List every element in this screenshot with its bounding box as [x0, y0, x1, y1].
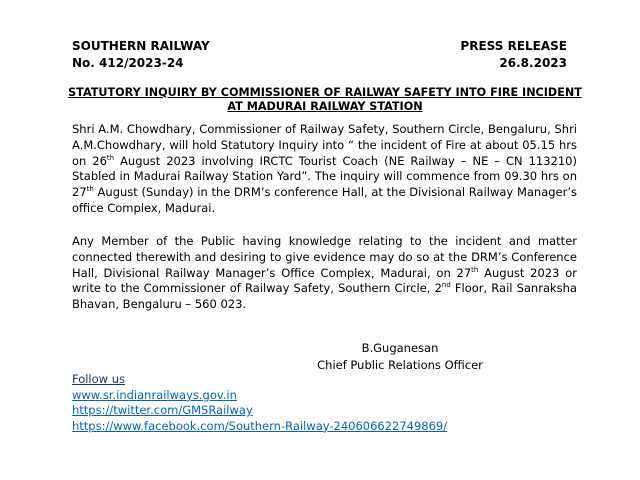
- para2-text-2: August 2023 or write to the Commissioner of Railway Safety, Southern Circle, 2: [72, 265, 577, 296]
- document-type: PRESS RELEASE: [460, 39, 567, 53]
- ordinal-suffix: nd: [441, 281, 451, 290]
- para2-text-1: Any Member of the Public having knowledge relating to the incident and matter connected therewith and desiring to give evidence may do so at the DRM’s Conference Hall, Divisional Railway Manager’s Office Complex, Madurai, on 27: [72, 234, 577, 280]
- headline: [60, 86, 590, 114]
- release-date: 26.8.2023: [499, 56, 567, 70]
- ordinal-suffix: th: [106, 153, 115, 162]
- para2-text-3: Floor, Rail Sanraksha Bhavan, Bengaluru – 560 023.: [72, 281, 577, 312]
- facebook-link[interactable]: https://www.facebook.com/Southern-Railway-240606622749869/: [72, 418, 448, 433]
- para1-text-2: August 2023 involving IRCTC Tourist Coach (NE Railway – NE – CN 113210) Stabled in Madurai Railway Station Yard”. The inquiry will commence from 09.30 hrs on 27: [72, 153, 577, 200]
- ordinal-suffix: th: [86, 185, 94, 194]
- twitter-link[interactable]: https://twitter.com/GMSRailway: [72, 403, 253, 418]
- paragraph-public-evidence: [72, 234, 577, 313]
- para1-text-1: Shri A.M. Chowdhary, Commissioner of Railway Safety, Southern Circle, Bengaluru, Shri A.M.Chowdhary, will hold Statutory Inquiry into “ the incident of Fire at about 05.15 hrs on 26: [72, 122, 577, 168]
- follow-us-section: [72, 372, 447, 434]
- headline-line-2: AT MADURAI RAILWAY STATION: [227, 100, 423, 113]
- header-left: [72, 38, 210, 72]
- ordinal-suffix: th: [471, 265, 479, 274]
- org-name: SOUTHERN RAILWAY: [72, 39, 210, 53]
- para1-text-3: August (Sunday) in the DRM’s conference Hall, at the Divisional Railway Manager’s office Complex, Madurai.: [72, 185, 577, 215]
- header-right: [460, 38, 567, 72]
- follow-us-heading: Follow us: [72, 372, 126, 386]
- website-link[interactable]: www.sr.indianrailways.gov.in: [72, 387, 237, 402]
- reference-number: No. 412/2023-24: [72, 56, 184, 70]
- paragraph-inquiry-details: [72, 122, 577, 217]
- signatory-name: B.Guganesan: [361, 341, 439, 355]
- headline-line-1: STATUTORY INQUIRY BY COMMISSIONER OF RAILWAY SAFETY INTO FIRE INCIDENT: [68, 86, 582, 99]
- signatory-title: Chief Public Relations Officer: [317, 358, 483, 372]
